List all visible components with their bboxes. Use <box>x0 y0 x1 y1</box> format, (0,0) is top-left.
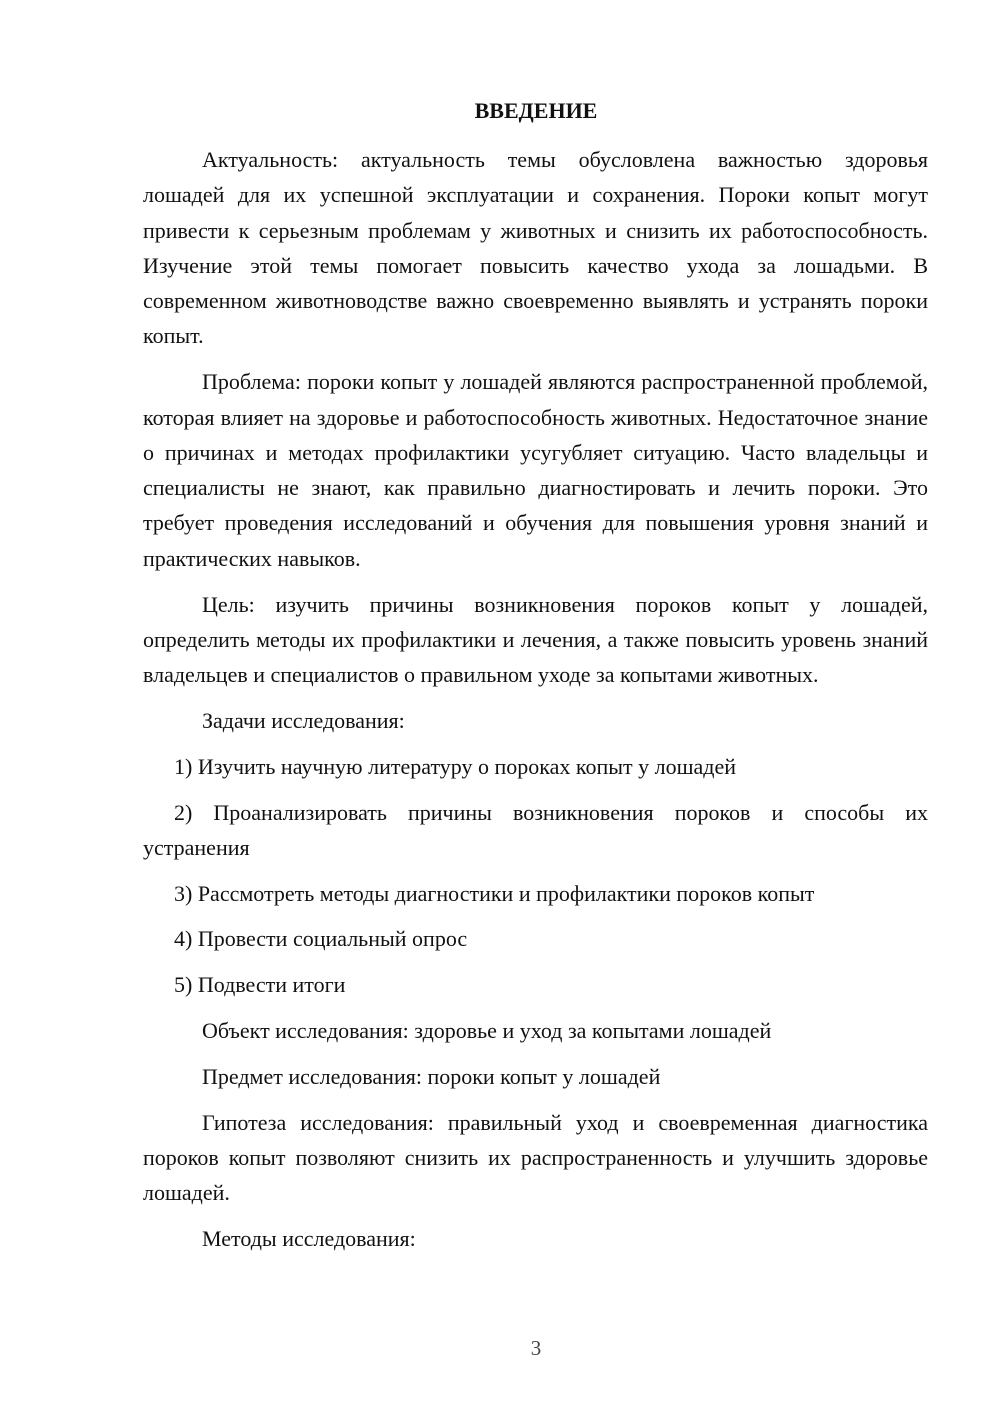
paragraph-tasks-heading: Задачи исследования: <box>202 707 405 733</box>
document-body <box>143 142 928 1267</box>
task-item-1: 1) Изучить научную литературу о пороках копыт у лошадей <box>174 753 737 779</box>
page-title: ВВЕДЕНИЕ <box>474 98 598 123</box>
task-item-3: 3) Рассмотреть методы диагностики и профилактики пороков копыт <box>174 880 815 906</box>
paragraph-problem: Проблема: пороки копыт у лошадей являются распространенной проблемой, которая влияет на здоровье и работоспособность животных. Недостаточное знание о причинах и методах профилактики усугубляет ситуацию. Часто владельцы и специалисты не знают, как правильно диагностировать и лечить пороки. Это требует проведения исследований и обучения для повышения уровня знаний и практических навыков. <box>143 369 928 571</box>
task-item-2: 2) Проанализировать причины возникновения пороков и способы их устранения <box>143 799 928 860</box>
paragraph-hypothesis: Гипотеза исследования: правильный уход и своевременная диагностика пороков копыт позволяют снизить их распространенность и улучшить здоровье лошадей. <box>143 1109 928 1206</box>
task-item-5: 5) Подвести итоги <box>174 972 346 998</box>
page-number: 3 <box>530 1336 542 1360</box>
task-item-4: 4) Провести социальный опрос <box>174 926 468 952</box>
paragraph-object: Объект исследования: здоровье и уход за копытами лошадей <box>202 1018 772 1044</box>
paragraph-relevance: Актуальность: актуальность темы обусловлена важностью здоровья лошадей для их успешной эксплуатации и сохранения. Пороки копыт могут привести к серьезным проблемам у животных и снизить их работоспособность. Изучение этой темы помогает повысить качество ухода за лошадьми. В современном животноводстве важно своевременно выявлять и устранять пороки копыт. <box>143 147 928 349</box>
paragraph-subject: Предмет исследования: пороки копыт у лошадей <box>202 1063 661 1089</box>
paragraph-methods-heading: Методы исследования: <box>202 1226 416 1252</box>
paragraph-goal: Цель: изучить причины возникновения пороков копыт у лошадей, определить методы их профилактики и лечения, а также повысить уровень знаний владельцев и специалистов о правильном уходе за копытами животных. <box>143 591 928 688</box>
